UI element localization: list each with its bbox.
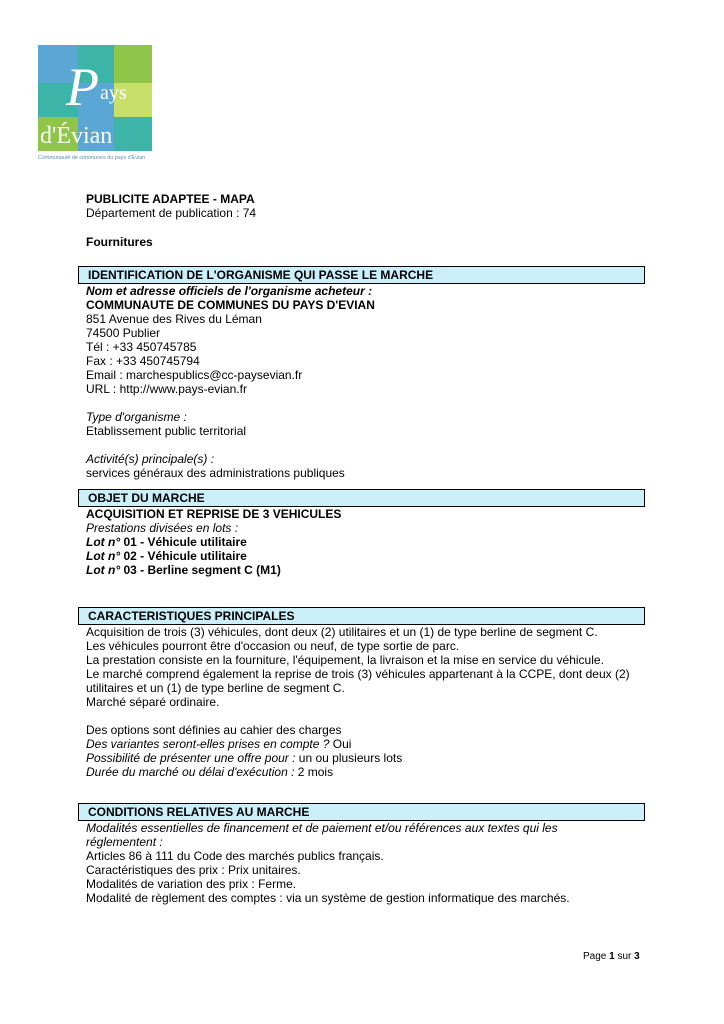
lot-item: Lot n° 02 - Véhicule utilitaire bbox=[86, 549, 247, 563]
phone: Tél : +33 450745785 bbox=[86, 340, 197, 354]
logo-p: P bbox=[66, 57, 99, 117]
cond-l2: Caractéristiques des prix : Prix unitaires. bbox=[86, 863, 301, 877]
page-number: Page 1 sur 3 bbox=[583, 951, 640, 962]
logo-tagline: Communauté de communes du pays d'Évian bbox=[38, 155, 146, 161]
logo-devian: d'Évian bbox=[40, 123, 113, 149]
cond-l4: Modalité de règlement des comptes : via un système de gestion informatique des marchés. bbox=[86, 891, 570, 905]
section-object-heading: OBJET DU MARCHE bbox=[78, 489, 645, 507]
options: Des options sont définies au cahier des charges bbox=[86, 723, 342, 737]
pays-evian-logo bbox=[38, 45, 152, 163]
logo-ays: ays bbox=[100, 82, 127, 104]
fax: Fax : +33 450745794 bbox=[86, 354, 200, 368]
org-type-value: Etablissement public territorial bbox=[86, 424, 247, 438]
cond-l1: Articles 86 à 111 du Code des marchés publics français. bbox=[86, 849, 384, 863]
document-body bbox=[86, 192, 646, 905]
org-type-label: Type d'organisme : bbox=[86, 410, 187, 424]
notice-title: PUBLICITE ADAPTEE - MAPA bbox=[86, 192, 255, 206]
contract-title: ACQUISITION ET REPRISE DE 3 VEHICULES bbox=[86, 507, 342, 521]
char-p4: Le marché comprend également la reprise de trois (3) véhicules appartenant à la CCPE, dont deux (2) utilitaires et un (1) de type berline de segment C. bbox=[86, 667, 630, 695]
activity-value: services généraux des administrations publiques bbox=[86, 466, 345, 480]
section-characteristics-heading: CARACTERISTIQUES PRINCIPALES bbox=[78, 607, 645, 625]
financing-label: Modalités essentielles de financement et de paiement et/ou références aux textes qui les réglementent : bbox=[86, 821, 558, 849]
url: URL : http://www.pays-evian.fr bbox=[86, 382, 247, 396]
char-p3: La prestation consiste en la fourniture, l'équipement, la livraison et la mise en service du véhicule. bbox=[86, 653, 604, 667]
char-p1: Acquisition de trois (3) véhicules, dont deux (2) utilitaires et un (1) de type berline de segment C. bbox=[86, 625, 598, 639]
lot-item: Lot n° 01 - Véhicule utilitaire bbox=[86, 535, 247, 549]
email: Email : marchespublics@cc-paysevian.fr bbox=[86, 368, 303, 382]
cond-l3: Modalités de variation des prix : Ferme. bbox=[86, 877, 297, 891]
lots-label: Prestations divisées en lots : bbox=[86, 521, 239, 535]
address-line1: 851 Avenue des Rives du Léman bbox=[86, 312, 262, 326]
section-conditions-heading: CONDITIONS RELATIVES AU MARCHE bbox=[78, 803, 645, 821]
buyer-name: COMMUNAUTE DE COMMUNES DU PAYS D'EVIAN bbox=[86, 298, 375, 312]
variants: Des variantes seront-elles prises en compte ? Oui bbox=[86, 737, 352, 751]
address-line2: 74500 Publier bbox=[86, 326, 161, 340]
activity-label: Activité(s) principale(s) : bbox=[86, 452, 215, 466]
duration: Durée du marché ou délai d'exécution : 2 mois bbox=[86, 765, 334, 779]
department: Département de publication : 74 bbox=[86, 206, 257, 220]
buyer-label: Nom et adresse officiels de l'organisme acheteur : bbox=[86, 284, 373, 298]
offer: Possibilité de présenter une offre pour : un ou plusieurs lots bbox=[86, 751, 403, 765]
char-p2: Les véhicules pourront être d'occasion ou neuf, de type sortie de parc. bbox=[86, 639, 460, 653]
category: Fournitures bbox=[86, 235, 153, 249]
lot-item: Lot n° 03 - Berline segment C (M1) bbox=[86, 563, 281, 577]
char-p5: Marché séparé ordinaire. bbox=[86, 695, 220, 709]
section-identification-heading: IDENTIFICATION DE L'ORGANISME QUI PASSE LE MARCHE bbox=[78, 266, 645, 284]
